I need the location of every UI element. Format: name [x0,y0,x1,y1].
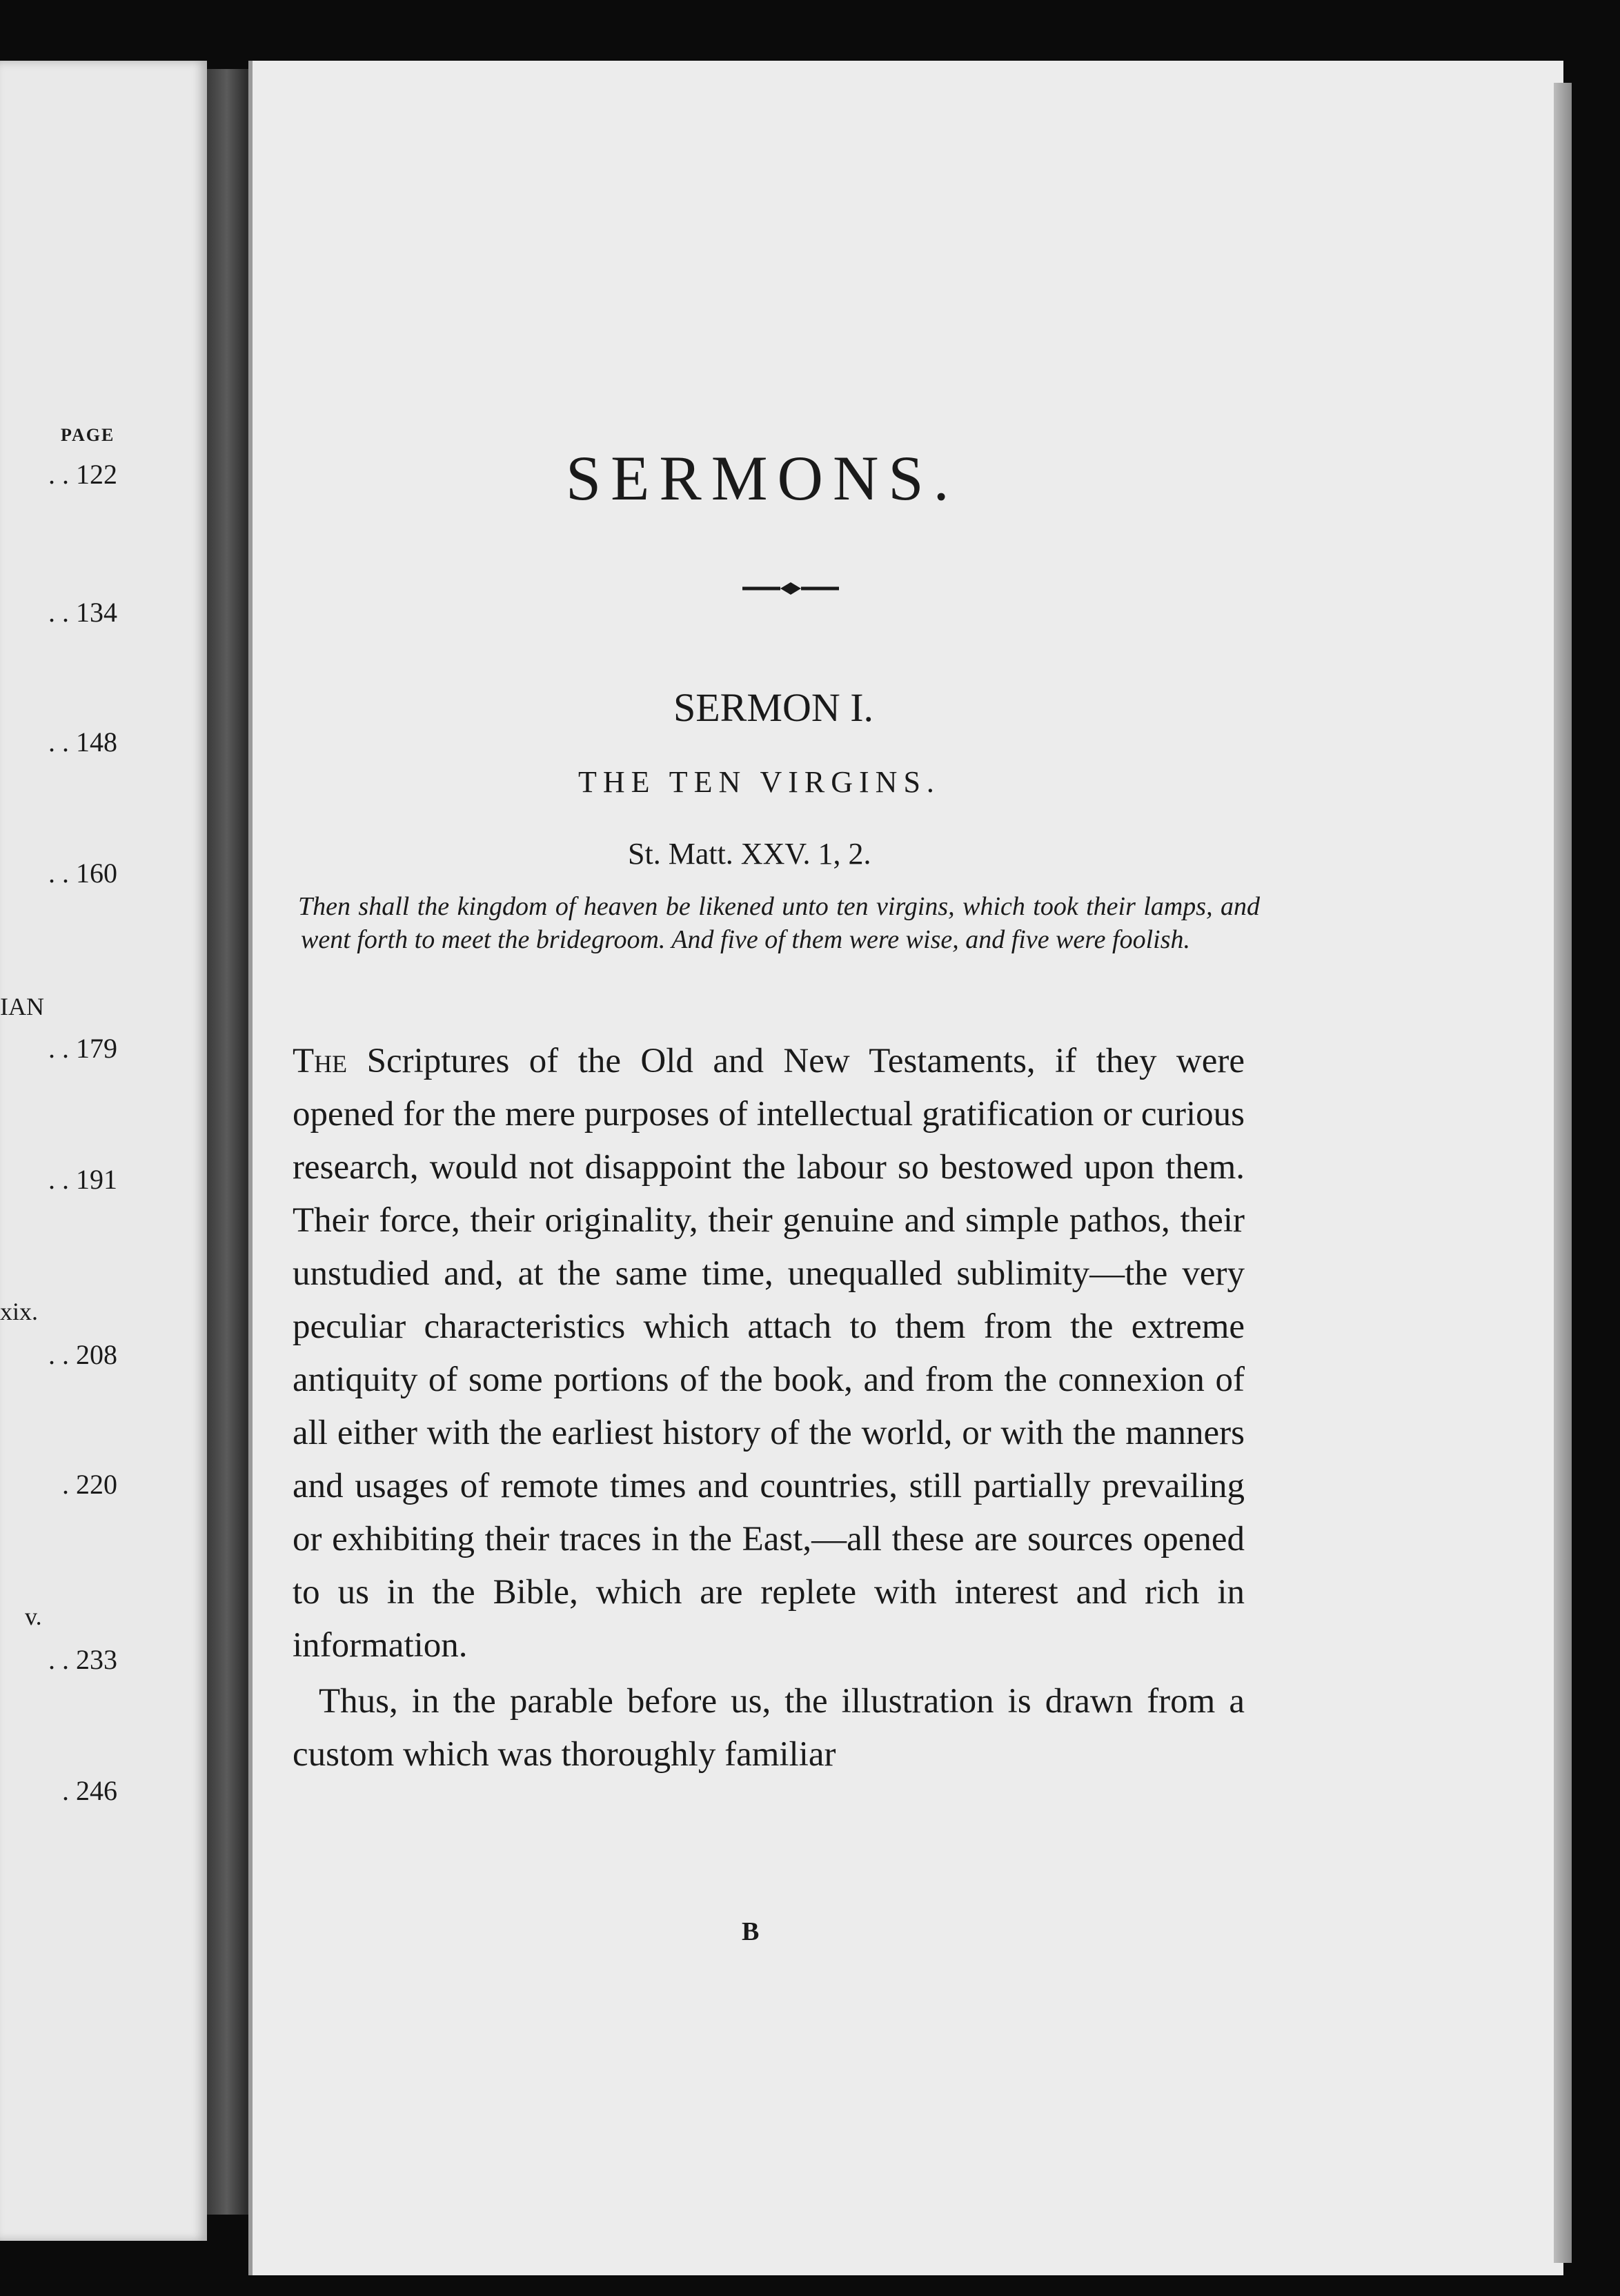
paragraph-text: Scriptures of the Old and New Testaments, if they were opened for the mere purposes of intellectual gratification or curious research, would not disappoint the labour so bestowed upon them. Their force, their originality, their genuine and simple pathos, their unstudied and, at the same time, unequalled sublimity—the very peculiar characteristics which attach to them from the extreme antiquity of some portions of the book, and from the connexion of all either with the earliest history of the world, or with the manners and usages of remote times and countries, still partially prevailing or exhibiting their traces in the East,—all these are sources opened to us in the Bible, which are replete with interest and rich in information. [293,1042,1245,1665]
toc-entry: . . 233 [48,1644,117,1675]
toc-entry: . . 134 [48,597,117,628]
toc-entry: . . 191 [48,1164,117,1195]
body-text [293,1035,1245,1781]
toc-fragment: IAN [0,993,44,1020]
ornament-divider-icon [742,578,839,599]
page-title: SERMONS. [566,443,959,513]
toc-fragment: v. [25,1603,42,1630]
toc-entry: . . 179 [48,1033,117,1064]
sermon-number: SERMON I. [673,685,874,730]
scripture-reference: St. Matt. XXV. 1, 2. [628,837,871,871]
sermon-title: THE TEN VIRGINS. [578,765,940,799]
toc-entry: . . 148 [48,726,117,758]
toc-fragment: xix. [0,1298,39,1325]
paragraph-lead: The [293,1042,348,1080]
toc-entry: . . 160 [48,858,117,889]
toc-entry: . 246 [62,1775,117,1806]
toc-page-heading: PAGE [61,425,115,445]
left-page [0,61,207,2241]
paragraph [293,1035,1245,1672]
toc-entry: . 220 [62,1469,117,1500]
toc-entry: . . 208 [48,1339,117,1370]
epigraph-quote: Then shall the kingdom of heaven be likened unto ten virgins, which took their lamps, and went forth to meet the bridegroom. And five of them were wise, and five were foolish. [298,892,1260,954]
signature-mark: B [742,1917,760,1946]
toc-entry: . . 122 [48,459,117,490]
paragraph: Thus, in the parable before us, the illustration is drawn from a custom which was thoroughly familiar [293,1682,1245,1774]
page-edge [1554,83,1572,2263]
